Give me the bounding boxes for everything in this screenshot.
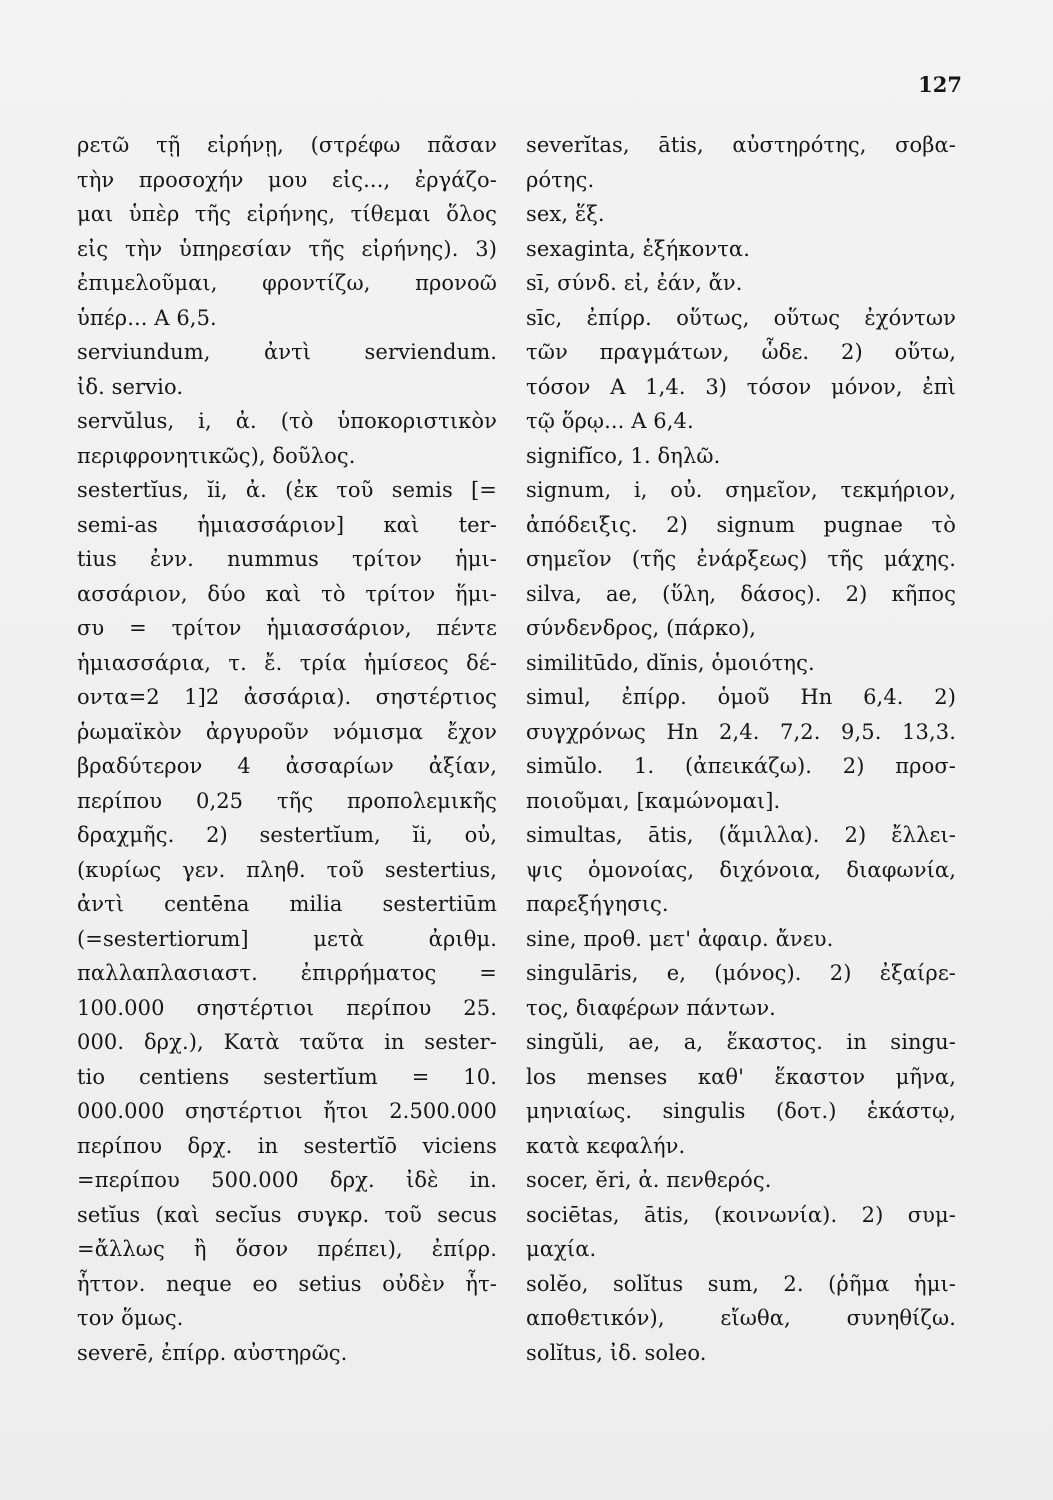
entry-line: sexaginta, ἑξήκοντα. (526, 236, 750, 261)
entry-line: σύνδενδρος, (πάρκο), (526, 616, 757, 640)
entry-line: similitūdo, dĭnis, ὁμοιότης. (526, 650, 815, 675)
entry-line: servŭlus, i, ἀ. (τὸ ὑποκοριστικὸν (77, 409, 497, 433)
entry-line: sīc, ἐπίρρ. οὕτως, οὕτως ἐχόντων (526, 305, 956, 330)
entry-line: ἀντὶ centēna milia sestertiūm (77, 892, 497, 916)
entry-line: socer, ĕri, ἀ. πενθερός. (526, 1168, 772, 1192)
entry-line: συγχρόνως Hn 2,4. 7,2. 9,5. 13,3. (526, 719, 956, 744)
entry-line: οντα=2 1]2 ἀσσάρια). σηστέρτιος (77, 685, 497, 709)
entry-line: serviundum, ἀντὶ serviendum. (77, 340, 497, 364)
entry-line: ὑπέρ... A 6,5. (77, 305, 217, 330)
entry-line: μηνιαίως. singulis (δοτ.) ἑκάστῳ, (526, 1099, 956, 1123)
entry-line: setĭus (καὶ secĭus συγκρ. τοῦ secus (77, 1202, 497, 1227)
entry-line: δραχμῆς. 2) sestertĭum, ĭi, οὐ, (77, 823, 497, 847)
entry-line: sestertĭus, ĭi, ἀ. (ἐκ τοῦ semis [= (77, 478, 497, 502)
entry-line: tius ἐνν. nummus τρίτον ἡμι- (77, 547, 497, 571)
entry-line: τῷ ὅρῳ... A 6,4. (526, 409, 694, 433)
entry-line: τῶν πραγμάτων, ὧδε. 2) οὕτω, (526, 340, 956, 364)
entry-line: silva, ae, (ὕλη, δάσος). 2) κῆπος (526, 581, 956, 606)
entry-line: sociētas, ātis, (κοινωνία). 2) συμ- (526, 1202, 956, 1227)
entry-line: τον ὅμως. (77, 1306, 184, 1330)
entry-line: ρότης. (526, 167, 595, 192)
entry-line: ποιοῦμαι, [καμώνομαι]. (526, 788, 781, 813)
entry-line: τος, διαφέρων πάντων. (526, 995, 776, 1020)
entry-line: simŭlo. 1. (ἀπεικάζω). 2) προσ- (526, 754, 956, 778)
left-column (77, 128, 497, 1370)
entry-line: los menses καθ' ἕκαστον μῆνα, (526, 1064, 956, 1089)
entry-line: ἰδ. servio. (77, 374, 184, 399)
entry-line: εἰς τὴν ὑπηρεσίαν τῆς εἰρήνης). 3) (77, 236, 497, 261)
entry-line: (κυρίως γεν. πληθ. τοῦ sestertius, (77, 857, 497, 882)
entry-line: sex, ἕξ. (526, 202, 605, 226)
entry-line: κατὰ κεφαλήν. (526, 1133, 686, 1158)
entry-line: 000. δρχ.), Κατὰ ταῦτα in sester- (77, 1030, 497, 1054)
entry-line: simul, ἐπίρρ. ὁμοῦ Hn 6,4. 2) (526, 685, 956, 709)
entry-line: ασσάριον, δύο καὶ τὸ τρίτον ἥμι- (77, 581, 497, 606)
entry-line: ἧττον. neque eo setius οὐδὲν ἧτ- (77, 1271, 497, 1296)
entry-line: 100.000 σηστέρτιοι περίπου 25. (77, 995, 497, 1020)
entry-line: τόσον A 1,4. 3) τόσον μόνον, ἐπὶ (526, 374, 956, 399)
entry-line: ρετῶ τῇ εἰρήνῃ, (στρέφω πᾶσαν (77, 133, 497, 157)
entry-line: συ = τρίτον ἡμιασσάριον, πέντε (77, 616, 497, 640)
entry-line: περιφρονητικῶς), δοῦλος. (77, 443, 356, 468)
entry-line: =ἄλλως ἢ ὅσον πρέπει), ἐπίρρ. (77, 1237, 497, 1261)
entry-line: signifĭco, 1. δηλῶ. (526, 443, 721, 468)
entry-line: ἡμιασσάρια, τ. ἔ. τρία ἡμίσεος δέ- (77, 650, 497, 675)
entry-line: sī, σύνδ. εἰ, ἐάν, ἄν. (526, 271, 743, 295)
entry-line: (=sestertiorum] μετὰ ἀριθμ. (77, 926, 497, 951)
entry-line: μαχία. (526, 1237, 597, 1261)
entry-line: βραδύτερον 4 ἀσσαρίων ἀξίαν, (77, 754, 497, 778)
entry-line: solĭtus, ἰδ. soleo. (526, 1340, 707, 1365)
entry-line: παλλαπλασιαστ. ἐπιρρήματος = (77, 961, 497, 985)
entry-line: μαι ὑπὲρ τῆς εἰρήνης, τίθεμαι ὅλος (77, 202, 497, 226)
entry-line: ἀπόδειξις. 2) signum pugnae τὸ (526, 512, 956, 537)
page-number: 127 (918, 72, 962, 97)
entry-line: singŭli, ae, a, ἕκαστος. in singu- (526, 1030, 956, 1054)
entry-line: simultas, ātis, (ἅμιλλα). 2) ἔλλει- (526, 823, 956, 847)
entry-line: ψις ὁμονοίας, διχόνοια, διαφωνία, (526, 857, 956, 882)
entry-line: solĕo, solĭtus sum, 2. (ῥῆμα ἡμι- (526, 1271, 956, 1296)
entry-line: παρεξήγησις. (526, 892, 669, 916)
entry-line: ῥωμαϊκὸν ἀργυροῦν νόμισμα ἔχον (77, 719, 497, 744)
entry-line: tio centiens sestertĭum = 10. (77, 1064, 497, 1089)
entry-line: singulāris, e, (μόνος). 2) ἐξαίρε- (526, 961, 956, 985)
entry-line: severĭtas, ātis, αὐστηρότης, σοβα- (526, 133, 956, 157)
entry-line: sine, προθ. μετ' ἀφαιρ. ἄνευ. (526, 926, 834, 951)
entry-line: περίπου 0,25 τῆς προπολεμικῆς (77, 788, 497, 813)
entry-line: σημεῖον (τῆς ἐνάρξεως) τῆς μάχης. (526, 547, 956, 571)
entry-line: αποθετικόν), εἴωθα, συνηθίζω. (526, 1306, 956, 1330)
entry-line: severē, ἐπίρρ. αὐστηρῶς. (77, 1340, 348, 1365)
right-column (526, 128, 956, 1370)
entry-line: =περίπου 500.000 δρχ. ἰδὲ in. (77, 1168, 497, 1192)
entry-line: τὴν προσοχήν μου εἰς..., ἐργάζο- (77, 167, 497, 192)
entry-line: περίπου δρχ. in sestertĭō viciens (77, 1133, 497, 1158)
entry-line: semi-as ἡμιασσάριον] καὶ ter- (77, 512, 497, 537)
entry-line: 000.000 σηστέρτιοι ἤτοι 2.500.000 (77, 1099, 497, 1123)
entry-line: signum, i, οὐ. σημεῖον, τεκμήριον, (526, 478, 956, 502)
entry-line: ἐπιμελοῦμαι, φροντίζω, προνοῶ (77, 271, 497, 295)
